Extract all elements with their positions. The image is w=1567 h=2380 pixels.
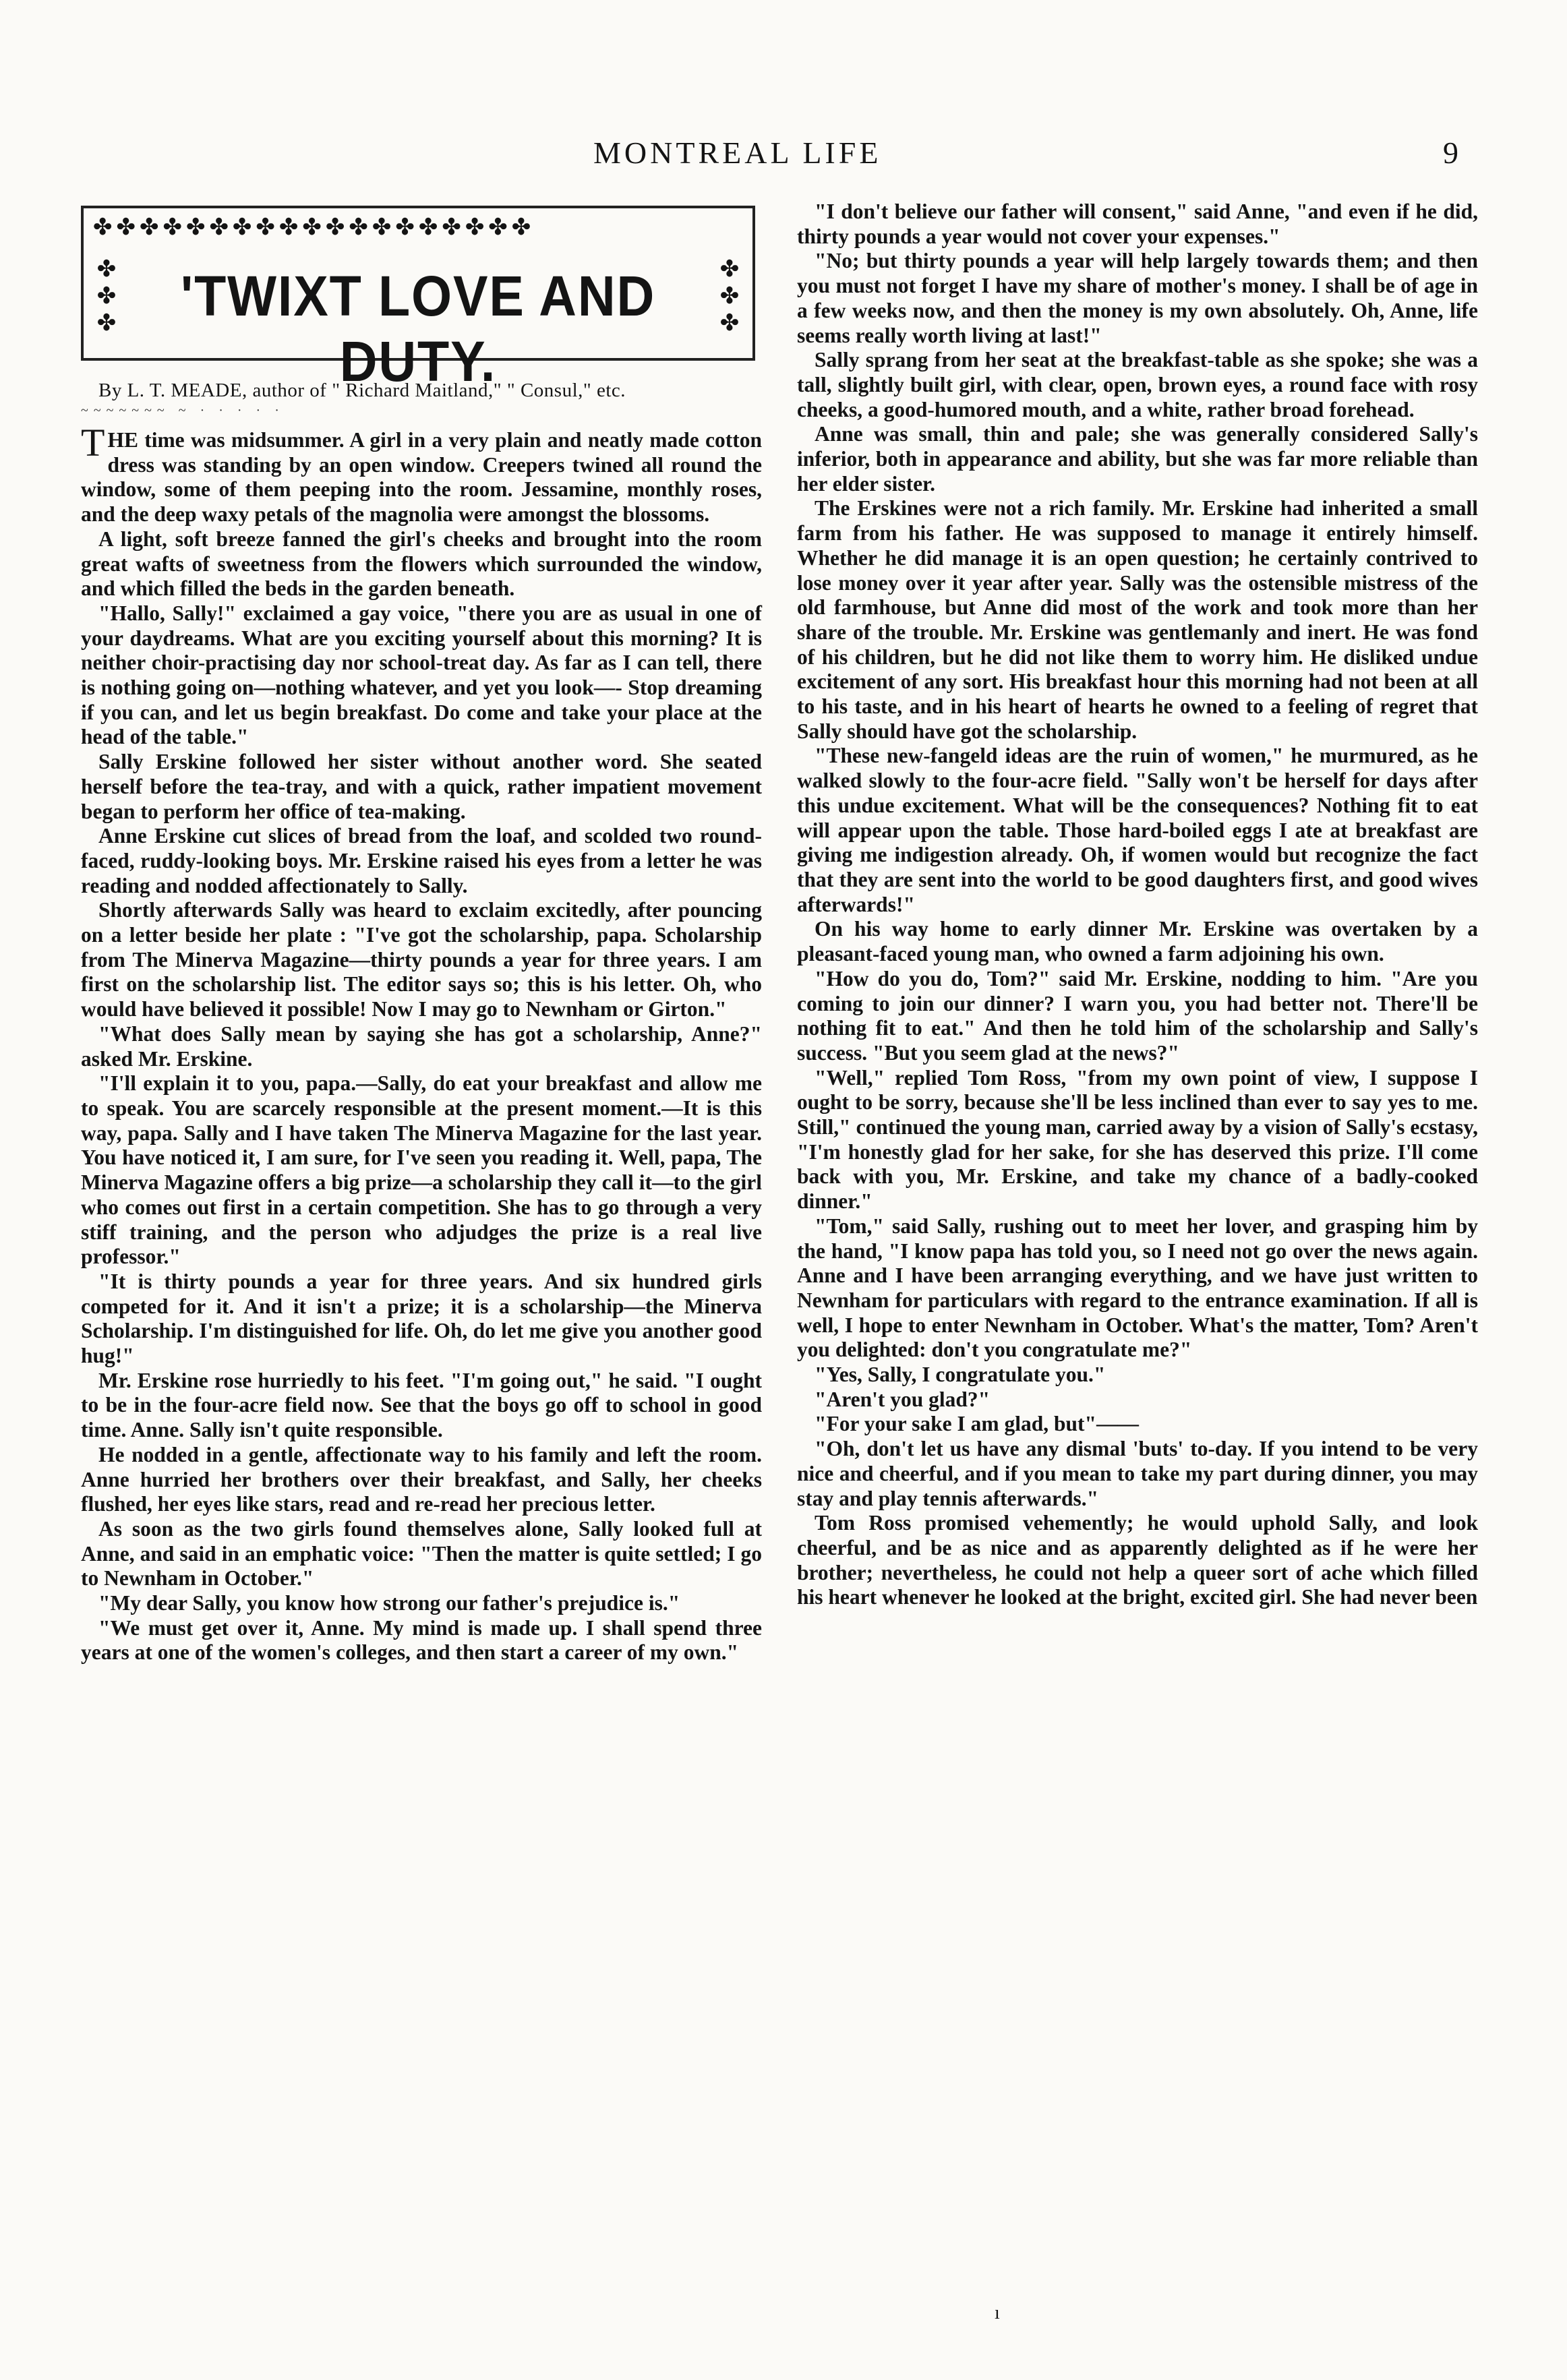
footer-mark: ı [995,2302,1000,2323]
paragraph: "My dear Sally, you know how strong our father's prejudice is." [98,1591,680,1615]
paragraph: "No; but thirty pounds a year will help largely towards them; and then you must not forget I have my share of mother's money. I shall be of age in a few weeks now, and then the money is my own absolutely. Oh, Anne, life seems really worth living at last!" [797,249,1478,347]
drop-cap: T [81,421,105,465]
paragraph: "These new-fangeld ideas are the ruin of women," he murmured, as he walked slowly to the four-acre field. "Sally won't be herself for days after this undue excitement. What will be the consequences? Nothing fit to eat will appear upon the table. Those hard-boiled eggs I ate at breakfast are giving me indigestion already. Oh, if women would but recognize the fact that they are sent into the world to be good daughters first, and good wives afterwards!" [797,744,1478,916]
paragraph: "Oh, don't let us have any dismal 'buts' to-day. If you intend to be very nice and cheerful, and if you mean to take my part during dinner, you may stay and play tennis afterwards." [797,1437,1478,1510]
paragraph-text: HE time was midsummer. A girl in a very plain and neatly made cotton dress was standing by an open window. Creepers twined all round the window, some of them peeping into the room. Jessamine, monthly roses, and the deep waxy petals of the magnolia were amongst the blossoms. [81,428,762,527]
paragraph: Sally sprang from her seat at the breakfast-table as she spoke; she was a tall, slightly built girl, with clear, open, brown eyes, a round face with rosy cheeks, a good-humored mouth, and a white, rather broad forehead. [797,348,1478,421]
ornament-side-right-icon: ✤ ✤ ✤ [719,256,740,336]
paragraph: As soon as the two girls found themselves alone, Sally looked full at Anne, and said in an emphatic voice: "Then the matter is quite settled; I go to Newnham in October." [81,1516,762,1590]
paragraph: "It is thirty pounds a year for three years. And six hundred girls competed for it. And it isn't a prize; it is a scholarship—the Minerva Scholarship. I'm distinguished for life. Oh, do let me give you another good hug!" [81,1269,762,1368]
byline: By L. T. MEADE, author of " Richard Maitland," " Consul," etc. [98,380,626,401]
paragraph: "We must get over it, Anne. My mind is made up. I shall spend three years at one of the women's colleges, and then start a career of my own." [81,1615,762,1665]
paragraph: "Hallo, Sally!" exclaimed a gay voice, "there you are as usual in one of your daydreams. What are you exciting yourself about this morning? It is neither choir-practising day nor school-treat day. As far as I can tell, there is nothing going on—nothing whatever, and yet you look—- Stop dreaming if you can, and let us begin breakfast. Do come and take your place at the head of the table." [81,601,762,749]
paragraph: "Aren't you glad?" [815,1387,991,1411]
paragraph: Sally Erskine followed her sister without another word. She seated herself before the tea-tray, and with a quick, rather impatient movement began to perform her office of tea-making. [81,750,762,823]
right-text [797,200,1478,1610]
paragraph: "How do you do, Tom?" said Mr. Erskine, nodding to him. "Are you coming to join our dinner? I warn you, you had better not. There'll be nothing fit to eat." And then he told him of the scholarship and Sally's success. "But you seem glad at the news?" [797,966,1478,1065]
ornament-side-left-icon: ✤ ✤ ✤ [96,256,117,336]
paragraph: "Yes, Sally, I congratulate you." [815,1363,1106,1387]
byline-rule: ~~~~~~~ ~ · · · · · [81,403,285,418]
paragraph: Anne was small, thin and pale; she was generally considered Sally's inferior, both in appearance and ability, but she was far more reliable than her elder sister. [797,422,1478,496]
paragraph: The Erskines were not a rich family. Mr. Erskine had inherited a small farm from his father. He was supposed to manage it entirely himself. Whether he did manage it is an open question; he certainly contrived to lose money over it year after year. Sally was the ostensible mistress of the old farmhouse, but Anne did most of the work and took more than her share of the trouble. Mr. Erskine was gentlemanly and inert. He was fond of his children, but he did not like them to worry him. He disliked undue excitement of any sort. His breakfast hour this morning had not been at all to his taste, and in his heart of hearts he owned to a feeling of regret that Sally should have got the scholarship. [797,496,1478,743]
left-column [81,206,762,1665]
paragraph: "For your sake I am glad, but"—— [815,1412,1139,1436]
running-head: MONTREAL LIFE [593,136,882,170]
page-header [0,0,1567,169]
right-column [797,200,1478,1610]
article-title: 'TWIXT LOVE AND DUTY. [180,264,656,393]
paragraph: Anne Erskine cut slices of bread from the loaf, and scolded two round-faced, ruddy-looking boys. Mr. Erskine raised his eyes from a letter he was reading and nodded affectionately to Sally. [81,824,762,897]
paragraph: "What does Sally mean by saying she has got a scholarship, Anne?" asked Mr. Erskine. [81,1021,762,1071]
paragraph [81,421,762,527]
paragraph: Mr. Erskine rose hurriedly to his feet. "I'm going out," he said. "I ought to be in the four-acre field now. See that the boys go off to school in good time. Anne. Sally isn't quite responsible. [81,1368,762,1442]
paragraph: Shortly afterwards Sally was heard to exclaim excitedly, after pouncing on a letter beside her plate : "I've got the scholarship, papa. Scholarship from The Minerva Magazine—thirty pounds a year for three years. I am first on the scholarship list. The editor says so; this is his letter. Oh, who would have believed it possible! Now I may go to Newnham or Girton." [81,898,762,1021]
paragraph: He nodded in a gentle, affectionate way to his family and left the room. Anne hurried her brothers over their breakfast, and Sally, her cheeks flushed, her eyes like stars, read and re-read her precious letter. [81,1442,762,1516]
paragraph: "I'll explain it to you, papa.—Sally, do eat your breakfast and allow me to speak. You are scarcely responsible at the present moment.—It is this way, papa. Sally and I have taken The Minerva Magazine for the last year. You have noticed it, I am sure, for I've seen you reading it. Well, papa, The Minerva Magazine offers a big prize—a scholarship they call it—to the girl who comes out first in a certain competition. She has to go through a very stiff training, and the person who adjudges the prize is a real live professor." [81,1071,762,1269]
paragraph: "I don't believe our father will consent," said Anne, "and even if he did, thirty pounds a year would not cover your expenses." [797,200,1478,248]
page-number: 9 [1443,136,1458,170]
ornament-row-icon: ✤✤✤✤✤✤✤✤✤✤✤✤✤✤✤✤✤✤✤ [93,214,535,241]
paragraph: A light, soft breeze fanned the girl's cheeks and brought into the room great wafts of sweetness from the flowers which surrounded the window, and which filled the beds in the garden beneath. [81,527,762,601]
paragraph: "Well," replied Tom Ross, "from my own point of view, I suppose I ought to be sorry, because she'll be less inclined than ever to say yes to me. Still," continued the young man, carried away by a vision of Sally's ecstasy, "I'm honestly glad for her sake, for she has deserved this prize. I'll come back with you, Mr. Erskine, and take my chance of a badly-cooked dinner." [797,1065,1478,1214]
paragraph: On his way home to early dinner Mr. Erskine was overtaken by a pleasant-faced young man, who owned a farm adjoining his own. [797,917,1478,966]
left-text [81,421,762,1665]
paragraph: "Tom," said Sally, rushing out to meet her lover, and grasping him by the hand, "I know papa has told you, so I need not go over the news again. Anne and I have been arranging everything, and we have just written to Newnham for particulars with regard to the entrance examination. If all is well, I hope to enter Newnham in October. What's the matter, Tom? Aren't you delighted: don't you congratulate me?" [797,1214,1478,1362]
paragraph: Tom Ross promised vehemently; he would uphold Sally, and look cheerful, and be as nice and as apparently delighted as if he were her brother; nevertheless, he could not help a queer sort of ache which filled his heart whenever he looked at the bright, excited girl. She had never been [797,1511,1478,1609]
